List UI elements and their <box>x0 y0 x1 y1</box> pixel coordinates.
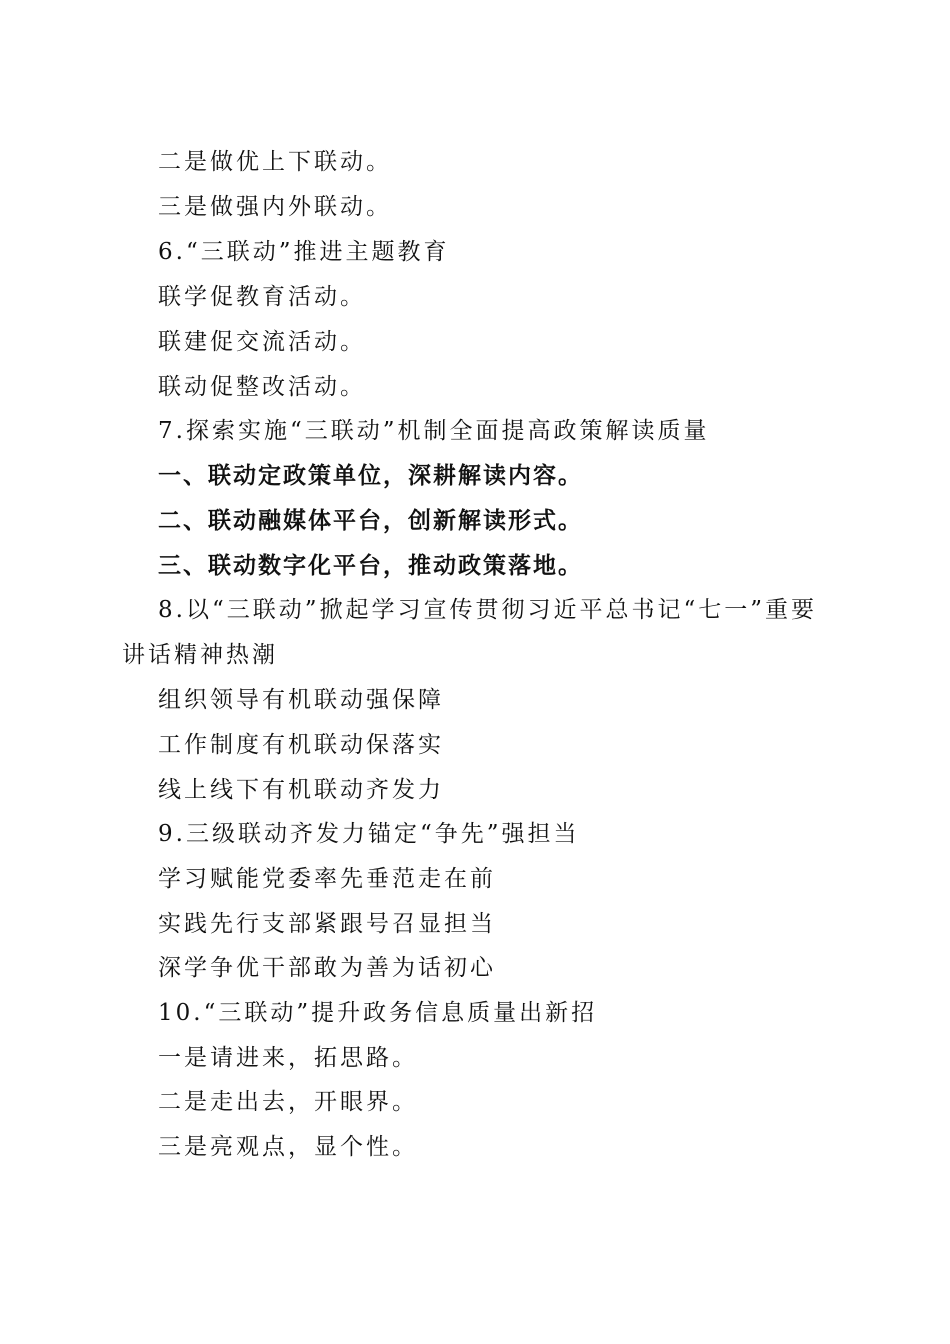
paragraph-line: 联学促教育活动。 <box>158 284 366 310</box>
paragraph-line: 联建促交流活动。 <box>158 329 366 355</box>
paragraph-line: 组织领导有机联动强保障 <box>158 687 444 713</box>
bold-paragraph-line: 二、联动融媒体平台，创新解读形式。 <box>158 508 583 534</box>
section-heading: 7.探索实施“三联动”机制全面提高政策解读质量 <box>158 418 710 444</box>
section-heading: 6.“三联动”推进主题教育 <box>158 239 450 265</box>
section-heading: 10.“三联动”提升政务信息质量出新招 <box>158 1000 598 1026</box>
section-heading: 8.以“三联动”掀起学习宣传贯彻习近平总书记“七一”重要讲话精神热潮 <box>122 597 817 668</box>
paragraph-line: 深学争优干部敢为善为话初心 <box>158 955 496 981</box>
paragraph-line: 线上线下有机联动齐发力 <box>158 777 444 803</box>
paragraph-line: 工作制度有机联动保落实 <box>158 732 444 758</box>
paragraph-line: 一是请进来，拓思路。 <box>158 1045 418 1071</box>
paragraph-line: 三是做强内外联动。 <box>158 194 392 220</box>
bold-paragraph-line: 一、联动定政策单位，深耕解读内容。 <box>158 463 583 489</box>
paragraph-line: 二是做优上下联动。 <box>158 149 392 175</box>
bold-paragraph-line: 三、联动数字化平台，推动政策落地。 <box>158 553 583 579</box>
paragraph-line: 联动促整改活动。 <box>158 374 366 400</box>
paragraph-line: 三是亮观点，显个性。 <box>158 1134 418 1160</box>
section-heading: 9.三级联动齐发力锚定“争先”强担当 <box>158 821 580 847</box>
paragraph-line: 实践先行支部紧跟号召显担当 <box>158 911 496 937</box>
paragraph-line: 二是走出去，开眼界。 <box>158 1089 418 1115</box>
paragraph-line: 学习赋能党委率先垂范走在前 <box>158 866 496 892</box>
